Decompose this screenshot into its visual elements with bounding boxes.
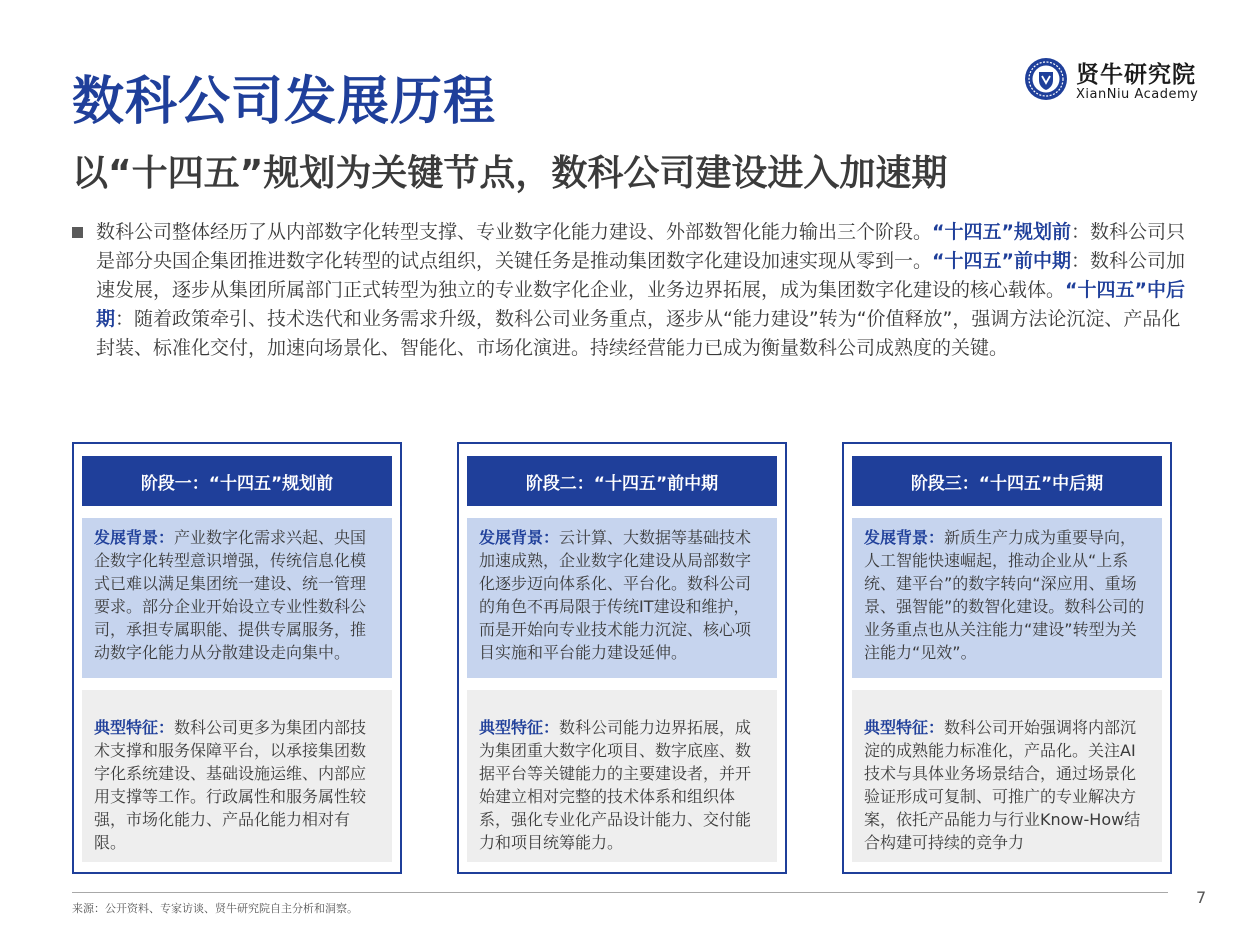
intro-highlight-2: “十四五”前中期 [932, 250, 1071, 272]
intro-text-4: ：随着政策牵引、技术迭代和业务需求升级，数科公司业务重点，逐步从“能力建设”转为“价值释放”，强调方法论沉淀、产品化封装、标准化交付，加速向场景化、智能化、市场化演进。持续经营能力已成为衡量数科公司成熟度的关键。 [96, 308, 1181, 359]
stage-background-box [82, 518, 392, 678]
feature-label: 典型特征： [94, 718, 175, 737]
stage-feature-box [82, 690, 392, 862]
stage-feature-box [467, 690, 777, 862]
background-content: 产业数字化需求兴起、央国企数字化转型意识增强，传统信息化模式已难以满足集团统一建设、统一管理要求。部分企业开始设立专业性数科公司，承担专属职能、提供专属服务，推动数字化能力从分散建设走向集中。 [94, 528, 367, 662]
stage-feature-box [852, 690, 1162, 862]
feature-content: 数科公司能力边界拓展，成为集团重大数字化项目、数字底座、数据平台等关键能力的主要建设者，并开始建立相对完整的技术体系和组织体系，强化专业化产品设计能力、交付能力和项目统筹能力。 [479, 718, 752, 852]
background-label: 发展背景： [864, 528, 945, 547]
intro-text-2: ：数科公司只是部分央国企集团推进数字化转型的试点组织，关键任务是推动集团数字化建设加速实现从零到一。 [96, 221, 1186, 272]
stage-feature-text [864, 716, 1150, 854]
background-label: 发展背景： [479, 528, 560, 547]
intro-text-1: 数科公司整体经历了从内部数字化转型支撑、专业数字化能力建设、外部数智化能力输出三个阶段。 [96, 221, 933, 243]
background-content: 新质生产力成为重要导向，人工智能快速崛起，推动企业从“上系统、建平台”的数字转向“深应用、重场景、强智能”的数智化建设。数科公司的业务重点也从关注能力“建设”转型为关注能力“见效”。 [864, 528, 1145, 662]
intro-highlight-3: “十四五”中后期 [96, 279, 1185, 330]
stage-card-1 [72, 442, 402, 874]
page-title: 数科公司发展历程 [72, 72, 497, 132]
logo-name-cn: 贤牛研究院 [1076, 62, 1196, 88]
background-content: 云计算、大数据等基础技术加速成熟，企业数字化建设从局部数字化逐步迈向体系化、平台化。数科公司的角色不再局限于传统IT建设和维护，而是开始向专业技术能力沉淀、核心项目实施和平台能力建设延伸。 [479, 528, 752, 662]
feature-content: 数科公司开始强调将内部沉淀的成熟能力标准化，产品化。关注AI技术与具体业务场景结合，通过场景化验证形成可复制、可推广的专业解决方案，依托产品能力与行业Know-How结合构建可持续的竞争力 [864, 718, 1141, 852]
logo-name-en: XianNiu Academy [1076, 87, 1199, 102]
intro-highlight-1: “十四五”规划前 [932, 221, 1071, 243]
footer-divider [72, 892, 1168, 893]
page-subtitle: 以“十四五”规划为关键节点，数科公司建设进入加速期 [72, 153, 948, 194]
stage-card-2 [457, 442, 787, 874]
background-label: 发展背景： [94, 528, 175, 547]
shield-emblem-icon [1024, 57, 1068, 101]
stage-header: 阶段二：“十四五”前中期 [467, 456, 777, 506]
intro-paragraph [72, 218, 1187, 363]
source-note: 来源：公开资料、专家访谈、贤牛研究院自主分析和洞察。 [72, 902, 358, 915]
stage-feature-text [479, 716, 765, 854]
intro-text [96, 218, 1187, 363]
square-bullet-icon [72, 227, 83, 238]
page-number: 7 [1196, 888, 1207, 907]
stage-background-box [852, 518, 1162, 678]
stage-card-3 [842, 442, 1172, 874]
feature-label: 典型特征： [864, 718, 945, 737]
stage-background-text [479, 526, 765, 664]
stage-header: 阶段一：“十四五”规划前 [82, 456, 392, 506]
feature-content: 数科公司更多为集团内部技术支撑和服务保障平台，以承接集团数字化系统建设、基础设施运维、内部应用支撑等工作。行政属性和服务属性较强，市场化能力、产品化能力相对有限。 [94, 718, 367, 852]
intro-text-3: ：数科公司加速发展，逐步从集团所属部门正式转型为独立的专业数字化企业，业务边界拓展，成为集团数字化建设的核心载体。 [96, 250, 1186, 301]
stage-background-text [864, 526, 1150, 664]
academy-logo [1024, 56, 1214, 106]
stage-header: 阶段三：“十四五”中后期 [852, 456, 1162, 506]
stage-feature-text [94, 716, 380, 854]
stage-background-text [94, 526, 380, 664]
feature-label: 典型特征： [479, 718, 560, 737]
stage-background-box [467, 518, 777, 678]
